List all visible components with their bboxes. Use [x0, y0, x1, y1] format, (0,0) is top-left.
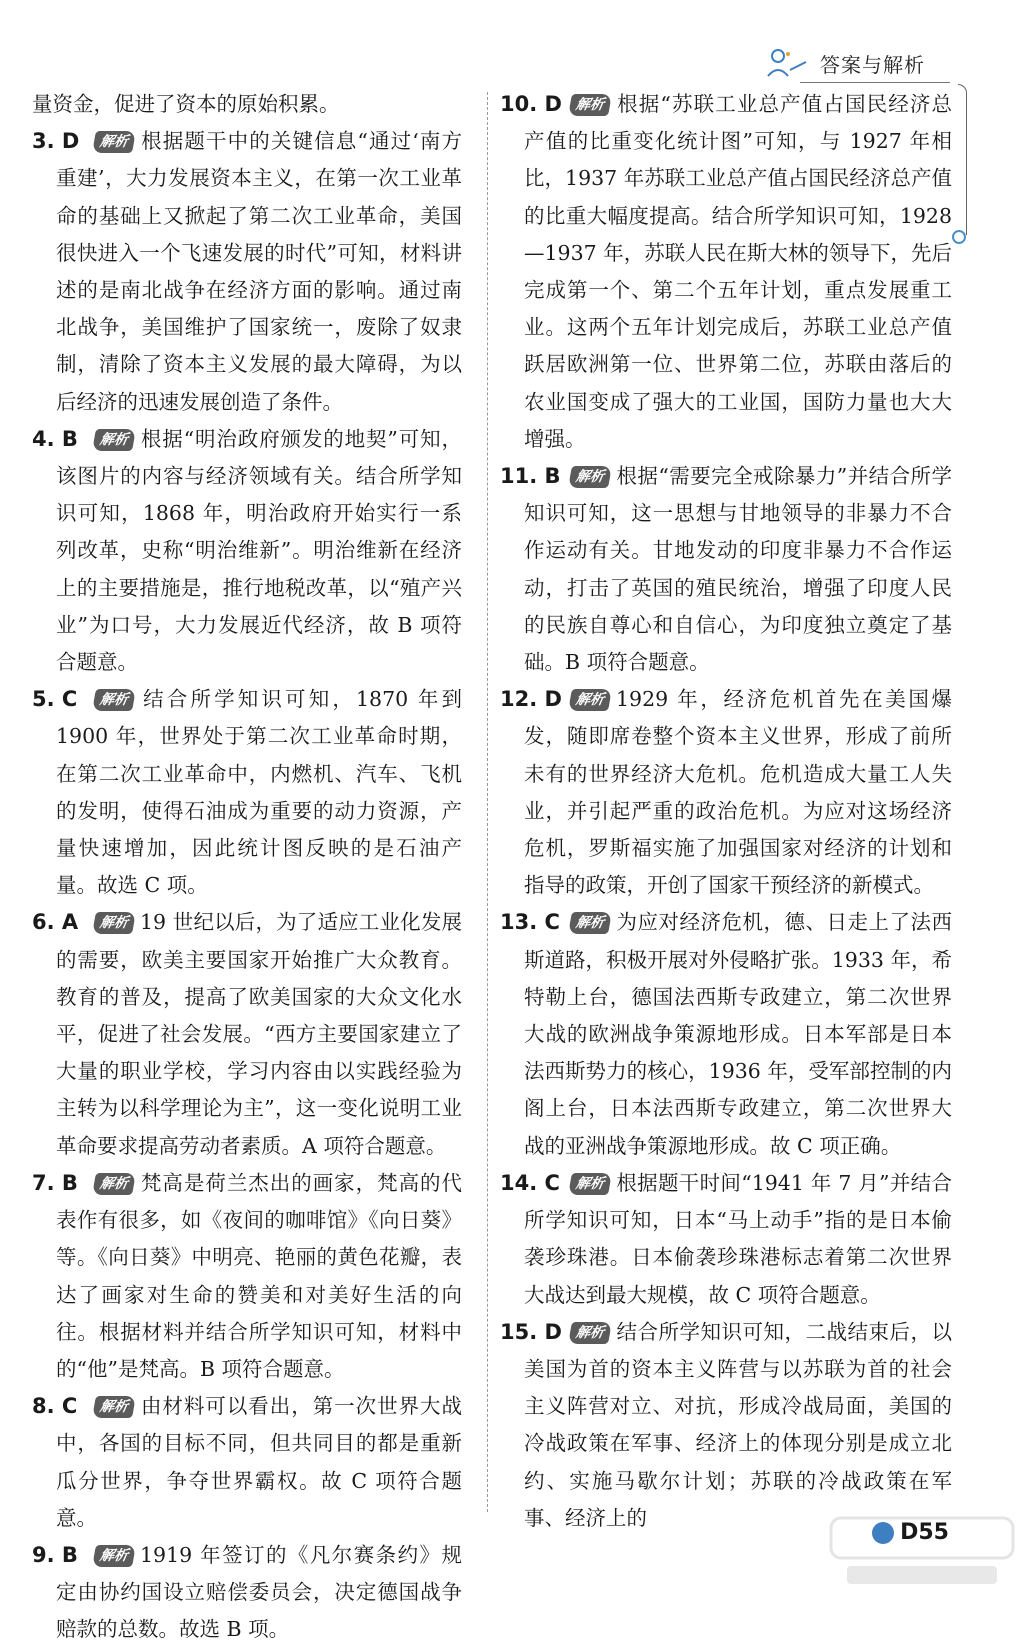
answer-text: 为应对经济危机，德、日走上了法西斯道路，积极开展对外侵略扩张。1933 年，希特勒上台，德国法西斯专政建立，第二次世界大战的欧洲战争策源地形成。日本军部是日本法西斯势力的核心，1936 年，受军部控制的内阁上台，日本法西斯专政建立，第二次世界大战的亚洲战争策源地形成。故 C 项正确。 — [524, 910, 952, 1158]
question-number: 13. C — [500, 910, 560, 935]
answer-body — [32, 1537, 462, 1649]
analysis-badge: 解析 — [568, 466, 612, 488]
student-reading-icon — [764, 46, 810, 80]
answer-item — [32, 1537, 462, 1649]
answer-body — [500, 681, 952, 904]
answer-text: 根据“明治政府颁发的地契”可知，该图片的内容与经济领域有关。结合所学知识可知，1868 年，明治政府开始实行一系列改革，史称“明治维新”。明治维新在经济上的主要措施是，推行地税改革，以“殖产兴业”为口号，大力发展近代经济，故 B 项符合题意。 — [56, 426, 462, 675]
answer-item — [500, 1314, 952, 1537]
answer-body — [500, 1314, 952, 1537]
question-number: 3. D — [32, 129, 80, 154]
header-title: 答案与解析 — [820, 52, 925, 77]
analysis-badge: 解析 — [92, 1545, 136, 1567]
answer-text: 由材料可以看出，第一次世界大战中，各国的目标不同，但共同目的都是重新瓜分世界，争夺世界霸权。故 C 项符合题意。 — [56, 1394, 462, 1530]
analysis-badge: 解析 — [568, 1173, 612, 1195]
answer-text: 19 世纪以后，为了适应工业化发展的需要，欧美主要国家开始推广大众教育。教育的普及，提高了欧美国家的大众文化水平，促进了社会发展。“西方主要国家建立了大量的职业学校，学习内容由以实践经验为主转为以科学理论为主”，这一变化说明工业革命要求提高劳动者素质。A 项符合题意。 — [56, 910, 462, 1158]
answer-item — [500, 681, 952, 904]
answer-text: 根据题干时间“1941 年 7 月”并结合所学知识可知，日本“马上动手”指的是日本偷袭珍珠港。日本偷袭珍珠港标志着第二次世界大战达到最大规模，故 C 项符合题意。 — [524, 1170, 952, 1307]
answer-text: 根据“需要完全戒除暴力”并结合所学知识可知，这一思想与甘地领导的非暴力不合作运动有关。甘地发动的印度非暴力不合作运动，打击了英国的殖民统治，增强了印度人民的民族自尊心和自信心，为印度独立奠定了基础。B 项符合题意。 — [524, 464, 952, 675]
question-number: 4. B — [32, 426, 78, 451]
answer-body — [500, 458, 952, 681]
analysis-badge: 解析 — [568, 1322, 612, 1344]
answer-item — [32, 1388, 462, 1537]
analysis-badge: 解析 — [92, 1173, 136, 1195]
answer-body — [32, 123, 462, 421]
left-column — [32, 86, 462, 1649]
answer-item — [32, 1165, 462, 1388]
page-number: D55 — [900, 1520, 949, 1545]
analysis-badge: 解析 — [568, 689, 612, 711]
intro-paragraph: 量资金，促进了资本的原始积累。 — [32, 92, 340, 116]
answer-item — [500, 904, 952, 1164]
answer-text: 1929 年，经济危机首先在美国爆发，随即席卷整个资本主义世界，形成了前所未有的世界经济大危机。危机造成大量工人失业，并引起严重的政治危机。为应对这场经济危机，罗斯福实施了加强国家对经济的计划和指导的政策，开创了国家干预经济的新模式。 — [524, 687, 952, 898]
answer-item — [32, 904, 462, 1164]
answer-body — [32, 681, 462, 904]
question-number: 15. D — [500, 1319, 562, 1344]
question-number: 8. C — [32, 1394, 78, 1419]
answer-body — [32, 421, 462, 681]
page-header — [764, 46, 925, 80]
question-number: 10. D — [500, 92, 562, 116]
answer-body — [500, 904, 952, 1164]
analysis-badge: 解析 — [92, 131, 136, 153]
question-number: 5. C — [32, 687, 78, 712]
watermark-logo-icon — [827, 1512, 1017, 1592]
answer-item — [500, 1165, 952, 1314]
answer-text: 结合所学知识可知，1870 年到 1900 年，世界处于第二次工业革命时期，在第二次工业革命中，内燃机、汽车、飞机的发明，使得石油成为重要的动力资源，产量快速增加，因此统计图反映的是石油产量。故选 C 项。 — [56, 687, 462, 898]
question-number: 12. D — [500, 687, 562, 712]
answer-body — [32, 904, 462, 1164]
analysis-badge: 解析 — [568, 94, 612, 116]
question-number: 14. C — [500, 1170, 560, 1195]
answer-text: 1919 年签订的《凡尔赛条约》规定由协约国设立赔偿委员会，决定德国战争赔款的总数。故选 B 项。 — [56, 1542, 462, 1642]
answer-item — [32, 421, 462, 681]
analysis-badge: 解析 — [568, 912, 612, 934]
pin-icon — [952, 230, 966, 244]
answer-text: 结合所学知识可知，二战结束后，以美国为首的资本主义阵营与以苏联为首的社会主义阵营对立、对抗，形成冷战局面，美国的冷战政策在军事、经济上的体现分别是成立北约、实施马歇尔计划；苏联的冷战政策在军事、经济上的 — [524, 1319, 952, 1530]
answer-body — [32, 1165, 462, 1388]
answer-item — [500, 86, 952, 458]
side-bracket — [958, 84, 967, 235]
answer-text: 根据题干中的关键信息“通过‘南方重建’，大力发展资本主义，在第一次工业革命的基础上又掀起了第二次工业革命，美国很快进入一个飞速发展的时代”可知，材料讲述的是南北战争在经济方面的影响。通过南北战争，美国维护了国家统一，废除了奴隶制，清除了资本主义发展的最大障碍，为以后经济的迅速发展创造了条件。 — [56, 129, 462, 414]
answer-item — [32, 123, 462, 421]
answer-item — [500, 458, 952, 681]
analysis-badge: 解析 — [92, 689, 136, 711]
answer-text: 梵高是荷兰杰出的画家，梵高的代表作有很多，如《夜间的咖啡馆》《向日葵》等。《向日葵》中明亮、艳丽的黄色花瓣，表达了画家对生命的赞美和对美好生活的向往。根据材料并结合所学知识可知，材料中的“他”是梵高。B 项符合题意。 — [56, 1170, 462, 1381]
answer-item — [32, 681, 462, 904]
analysis-badge: 解析 — [92, 912, 136, 934]
question-number: 7. B — [32, 1170, 78, 1195]
question-number: 6. A — [32, 910, 79, 935]
question-number: 11. B — [500, 464, 561, 489]
answer-text: 根据“苏联工业总产值占国民经济总产值的比重变化统计图”可知，与 1927 年相比，1937 年苏联工业总产值占国民经济总产值的比重大幅度提高。结合所学知识可知，1928—1937 年，苏联人民在斯大林的领导下，先后完成第一个、第二个五年计划，重点发展重工业。这两个五年计划完成后，苏联工业总产值跃居欧洲第一位、世界第二位，苏联由落后的农业国变成了强大的工业国，国防力量也大大增强。 — [524, 92, 952, 451]
header-rule — [800, 82, 950, 83]
analysis-badge: 解析 — [92, 429, 136, 451]
answer-body — [500, 1165, 952, 1314]
answer-body — [32, 1388, 462, 1537]
column-divider — [487, 92, 488, 1512]
answer-body — [500, 86, 952, 458]
analysis-badge: 解析 — [92, 1396, 136, 1418]
question-number: 9. B — [32, 1542, 78, 1567]
right-column — [500, 86, 952, 1537]
